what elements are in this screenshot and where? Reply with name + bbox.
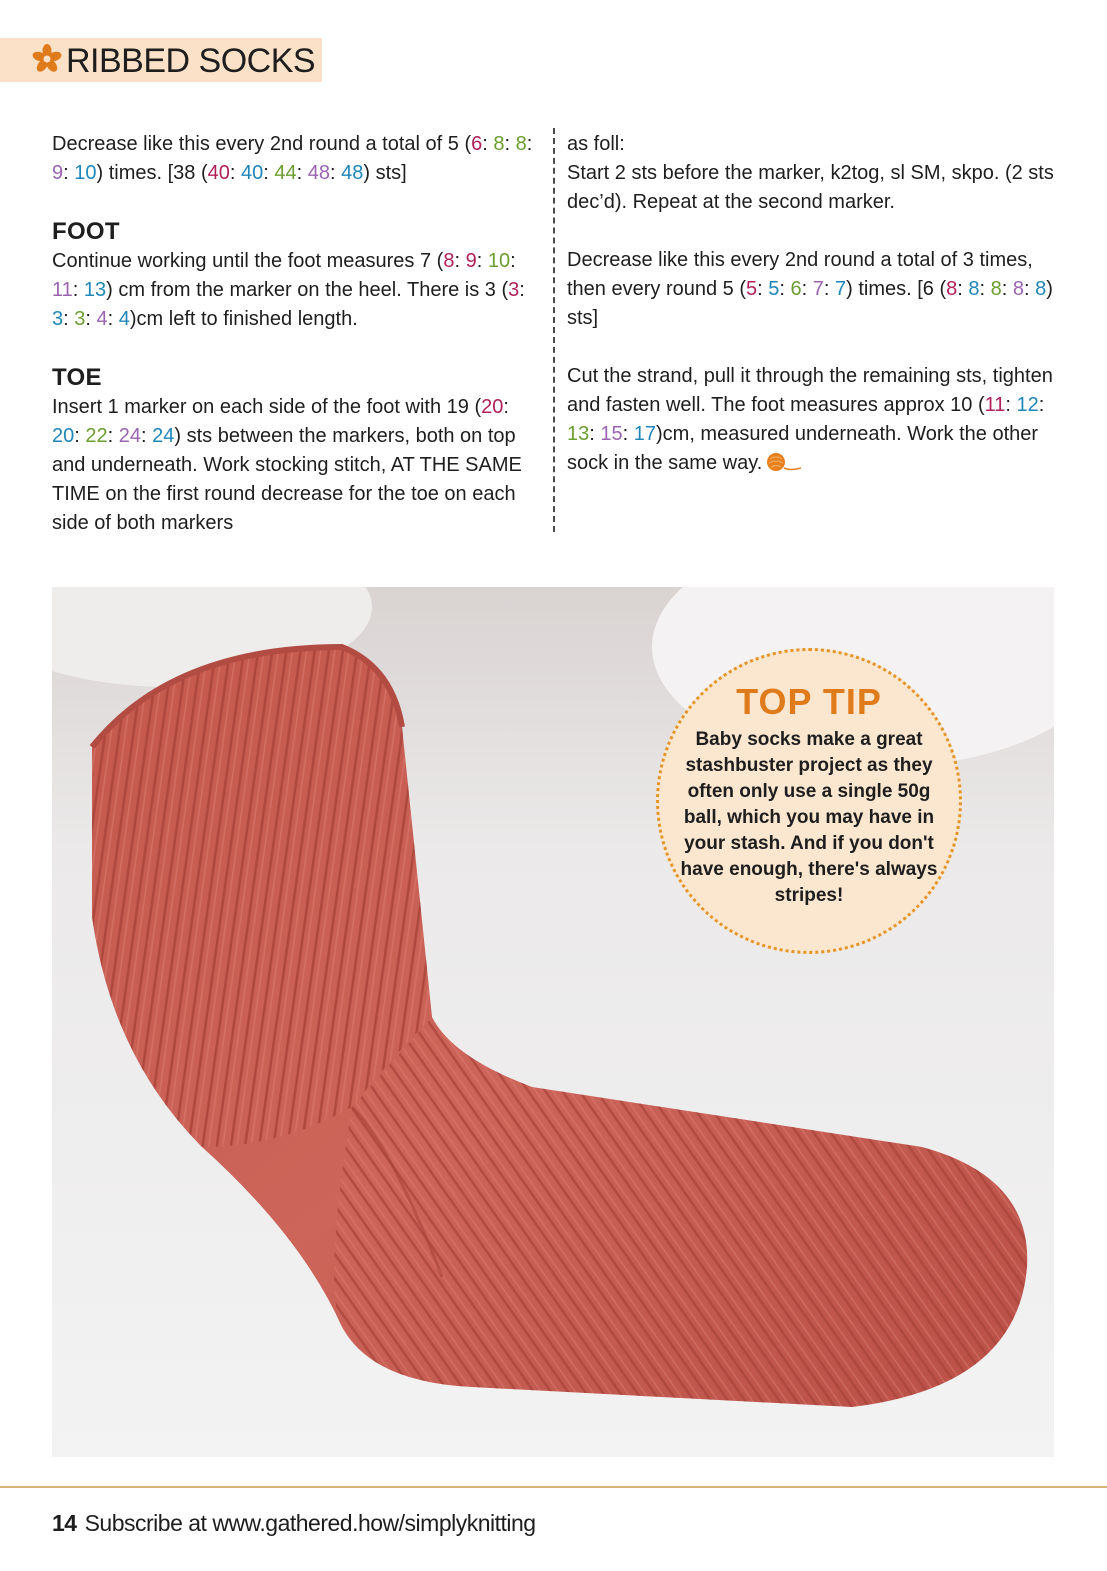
page-title: RIBBED SOCKS	[66, 42, 316, 80]
size-value: 44	[274, 162, 297, 184]
text-run: :	[107, 425, 119, 447]
footer-link-text[interactable]: Subscribe at www.gathered.how/simplyknitting	[84, 1510, 536, 1536]
size-value: 6	[471, 133, 483, 155]
text-run: :	[72, 279, 84, 301]
text-run: :	[503, 396, 509, 418]
text-run: :	[141, 425, 153, 447]
text-run: ) sts]	[567, 278, 1053, 329]
text-run: :	[979, 278, 991, 300]
text-run: :	[85, 308, 97, 330]
size-value: 9	[465, 250, 477, 272]
text-run: :	[801, 278, 813, 300]
text-run: Start 2 sts before the marker, k2tog, sl SM, skpo. (2 sts dec’d). Repeat at the second marker.	[567, 162, 1054, 213]
text-run: :	[482, 133, 494, 155]
size-value: 8	[443, 250, 455, 272]
size-value: 8	[1012, 278, 1025, 300]
text-run: :	[229, 162, 242, 184]
size-value: 3	[508, 279, 520, 301]
size-value: 20	[481, 396, 504, 418]
size-value: 3	[52, 308, 64, 330]
footer-rule	[0, 1486, 1107, 1488]
text-run: :	[757, 278, 769, 300]
top-tip-callout	[656, 648, 962, 954]
text-run: :	[1001, 278, 1013, 300]
text-run: )cm, measured underneath. Work the other sock in the same way.	[567, 423, 1039, 474]
text-run: :	[1005, 394, 1017, 416]
text-run: :	[74, 425, 86, 447]
footer	[52, 1508, 536, 1538]
text-run: ) times. [6 (	[846, 278, 947, 300]
tip-title: TOP TIP	[736, 681, 882, 722]
text-run: :	[957, 278, 969, 300]
size-value: 12	[1016, 394, 1039, 416]
section-heading-foot: FOOT	[52, 218, 120, 245]
text-run: Continue working until the foot measures 7 (	[52, 250, 444, 272]
size-value: 48	[307, 162, 331, 184]
tip-body: Baby socks make a great stashbuster project as they often only use a single 50g ball, which you may have in your stash. And if you don't have enough, there's always stripes!	[680, 729, 938, 906]
size-value: 13	[567, 423, 590, 445]
text-run: ) times. [38 (	[96, 162, 208, 184]
size-value: 8	[1035, 278, 1047, 300]
size-value: 24	[152, 425, 175, 447]
left-column	[52, 130, 540, 538]
text-run: )cm left to finished length.	[129, 308, 358, 330]
size-value: 5	[746, 278, 758, 300]
text-run: :	[510, 250, 516, 272]
right-column	[567, 130, 1057, 478]
text-run: :	[526, 133, 533, 155]
text-run: :	[779, 278, 791, 300]
text-run: :	[622, 423, 634, 445]
text-run: :	[589, 423, 601, 445]
paragraph	[52, 393, 540, 538]
flower-icon	[32, 44, 62, 74]
text-run: Cut the strand, pull it through the remaining sts, tighten and fasten well. The foot measures approx 10 (	[567, 365, 1053, 416]
text-run: :	[63, 162, 75, 184]
text-run: Decrease like this every 2nd round a total of 5 (	[52, 133, 472, 155]
size-value: 10	[74, 162, 97, 184]
size-value: 11	[52, 279, 73, 301]
size-value: 8	[968, 278, 980, 300]
text-run: :	[1024, 278, 1036, 300]
size-value: 40	[241, 162, 264, 184]
size-value: 6	[790, 278, 802, 300]
text-run: :	[63, 308, 75, 330]
size-value: 10	[487, 250, 511, 272]
paragraph-text	[567, 365, 1053, 474]
text-run: :	[504, 133, 516, 155]
text-run: :	[330, 162, 342, 184]
size-value: 13	[83, 279, 107, 301]
paragraph	[52, 130, 540, 188]
paragraph	[567, 246, 1057, 333]
text-run: :	[454, 250, 466, 272]
size-value: 4	[118, 308, 130, 330]
yarn-ball-icon	[766, 451, 802, 473]
text-run: ) sts between the markers, both on top and underneath. Work stocking stitch, AT THE SAME TIME on the first round decrease for the toe on each side of both markers	[52, 425, 522, 534]
size-value: 8	[990, 278, 1002, 300]
page-number: 14	[52, 1510, 77, 1536]
size-value: 7	[812, 278, 824, 300]
text-run: :	[823, 278, 835, 300]
paragraph	[52, 247, 540, 334]
paragraph	[567, 130, 1057, 159]
section-heading-toe: TOE	[52, 364, 102, 391]
text-run: Decrease like this every 2nd round a total of 3 times, then every round 5 (	[567, 249, 1033, 300]
paragraph	[567, 362, 1057, 478]
size-value: 8	[515, 133, 527, 155]
size-value: 11	[984, 394, 1006, 416]
text-run: ) sts]	[363, 162, 407, 184]
text-run: Insert 1 marker on each side of the foot with 19 (	[52, 396, 482, 418]
size-value: 4	[96, 308, 108, 330]
paragraph	[567, 159, 1057, 217]
size-value: 20	[52, 425, 75, 447]
text-run: :	[263, 162, 275, 184]
size-value: 40	[207, 162, 230, 184]
size-value: 5	[768, 278, 780, 300]
text-run: :	[1038, 394, 1045, 416]
size-value: 15	[600, 423, 623, 445]
size-value: 48	[341, 162, 364, 184]
size-value: 9	[52, 162, 64, 184]
column-divider	[553, 128, 555, 532]
size-value: 3	[74, 308, 86, 330]
size-value: 24	[118, 425, 141, 447]
size-value: 22	[85, 425, 108, 447]
text-run: :	[107, 308, 119, 330]
text-run: ) cm from the marker on the heel. There is 3 (	[106, 279, 509, 301]
text-run: :	[519, 279, 525, 301]
text-run: :	[476, 250, 488, 272]
size-value: 7	[835, 278, 847, 300]
size-value: 17	[633, 423, 656, 445]
size-value: 8	[493, 133, 505, 155]
text-run: :	[296, 162, 308, 184]
text-run: as foll:	[567, 133, 625, 155]
size-value: 8	[946, 278, 958, 300]
